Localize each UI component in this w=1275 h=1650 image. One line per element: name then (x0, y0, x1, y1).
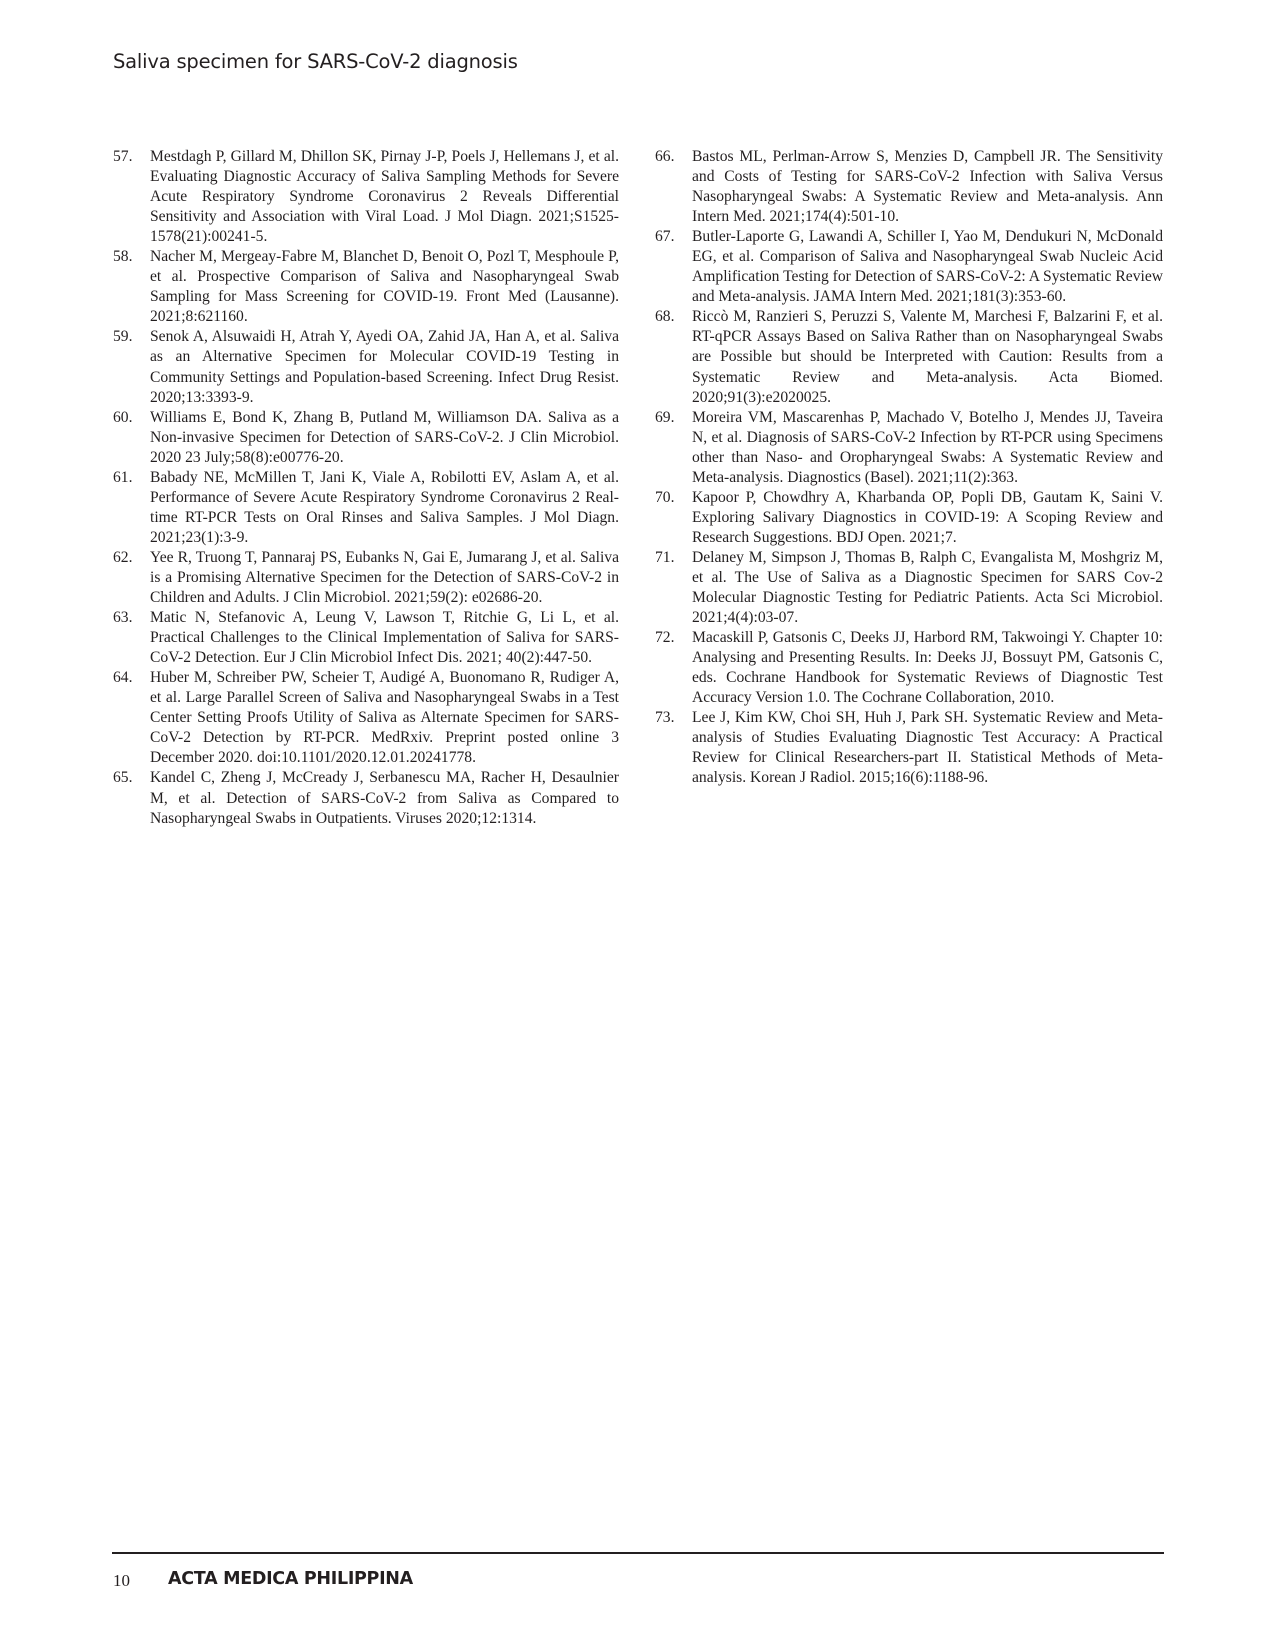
reference-text: Riccò M, Ranzieri S, Peruzzi S, Valente M, Marchesi F, Balzarini F, et al. RT-qPCR Assays Based on Saliva Rather than on Nasopharyngeal Swabs are Possible but should be Interpreted with Caution: Results from a Systematic Review and Meta-analysis. Acta Biomed. 2020;91(3):e2020025. (692, 308, 1163, 406)
reference-text: Mestdagh P, Gillard M, Dhillon SK, Pirnay J-P, Poels J, Hellemans J, et al. Evaluating Diagnostic Accuracy of Saliva Sampling Methods for Severe Acute Respiratory Syndrome Coronavirus 2 Reveals Differential Sensitivity and Association with Viral Load. J Mol Diagn. 2021;S1525-1578(21):00241-5. (150, 148, 619, 246)
reference-item (113, 408, 619, 468)
reference-item (655, 408, 1163, 488)
reference-number: 65. (113, 769, 133, 787)
reference-item (655, 307, 1163, 407)
reference-number: 61. (113, 468, 133, 486)
reference-item (655, 488, 1163, 548)
reference-item (655, 628, 1163, 708)
references-column-left (113, 147, 619, 829)
reference-item (113, 327, 619, 407)
reference-item (655, 548, 1163, 628)
reference-item (655, 227, 1163, 307)
reference-text: Williams E, Bond K, Zhang B, Putland M, Williamson DA. Saliva as a Non-invasive Specimen for Detection of SARS-CoV-2. J Clin Microbiol. 2020 23 July;58(8):e00776-20. (150, 408, 619, 466)
reference-number: 67. (655, 228, 675, 246)
reference-number: 72. (655, 629, 675, 647)
reference-number: 60. (113, 408, 133, 426)
reference-item (113, 247, 619, 327)
reference-item (655, 708, 1163, 788)
page-number: 10 (113, 1571, 130, 1590)
reference-text: Butler-Laporte G, Lawandi A, Schiller I, Yao M, Dendukuri N, McDonald EG, et al. Comparison of Saliva and Nasopharyngeal Swab Nucleic Acid Amplification Testing for Detection of SARS-CoV-2: A Systematic Review and Meta-analysis. JAMA Intern Med. 2021;181(3):353-60. (692, 228, 1164, 306)
reference-text: Senok A, Alsuwaidi H, Atrah Y, Ayedi OA, Zahid JA, Han A, et al. Saliva as an Alternative Specimen for Molecular COVID-19 Testing in Community Settings and Population-based Screening. Infect Drug Resist. 2020;13:3393-9. (150, 328, 619, 406)
reference-number: 57. (113, 148, 133, 165)
reference-text: Macaskill P, Gatsonis C, Deeks JJ, Harbord RM, Takwoingi Y. Chapter 10: Analysing and Presenting Results. In: Deeks JJ, Bossuyt PM, Gatsonis C, eds. Cochrane Handbook for Systematic Reviews of Diagnostic Test Accuracy Version 1.0. The Cochrane Collaboration, 2010. (692, 629, 1163, 707)
reference-text: Kandel C, Zheng J, McCready J, Serbanescu MA, Racher H, Desaulnier M, et al. Detection of SARS-CoV-2 from Saliva as Compared to Nasopharyngeal Swabs in Outpatients. Viruses 2020;12:1314. (150, 769, 619, 827)
running-title: Saliva specimen for SARS-CoV-2 diagnosis (113, 50, 518, 73)
reference-item (655, 147, 1163, 227)
reference-number: 59. (113, 328, 133, 346)
reference-number: 73. (655, 709, 675, 727)
reference-number: 62. (113, 548, 133, 566)
reference-text: Delaney M, Simpson J, Thomas B, Ralph C, Evangalista M, Moshgriz M, et al. The Use of Saliva as a Diagnostic Specimen for SARS Cov-2 Molecular Diagnostic Testing for Pediatric Patients. Acta Sci Microbiol. 2021;4(4):03-07. (692, 548, 1163, 627)
footer-divider (112, 1552, 1164, 1554)
reference-number: 58. (113, 248, 133, 266)
reference-text: Kapoor P, Chowdhry A, Kharbanda OP, Popli DB, Gautam K, Saini V. Exploring Salivary Diagnostics in COVID-19: A Scoping Review and Research Suggestions. BDJ Open. 2021;7. (692, 488, 1163, 546)
reference-item (113, 147, 619, 247)
reference-text: Babady NE, McMillen T, Jani K, Viale A, Robilotti EV, Aslam A, et al. Performance of Severe Acute Respiratory Syndrome Coronavirus 2 Real-time RT-PCR Tests on Oral Rinses and Saliva Samples. J Mol Diagn. 2021;23(1):3-9. (150, 468, 619, 546)
reference-text: Matic N, Stefanovic A, Leung V, Lawson T, Ritchie G, Li L, et al. Practical Challenges to the Clinical Implementation of Saliva for SARS-CoV-2 Detection. Eur J Clin Microbiol Infect Dis. 2021; 40(2):447-50. (150, 609, 619, 667)
reference-number: 71. (655, 548, 675, 566)
reference-number: 70. (655, 488, 675, 506)
reference-number: 63. (113, 609, 133, 627)
reference-number: 68. (655, 308, 675, 326)
reference-text: Huber M, Schreiber PW, Scheier T, Audigé A, Buonomano R, Rudiger A, et al. Large Parallel Screen of Saliva and Nasopharyngeal Swabs in a Test Center Setting Proofs Utility of Saliva as Alternate Specimen for SARS-CoV-2 Detection by RT-PCR. MedRxiv. Preprint posted online 3 December 2020. doi:10.1101/2020.12.01.20241778. (150, 669, 619, 767)
journal-name: ACTA MEDICA PHILIPPINA (168, 1569, 413, 1589)
reference-item (113, 608, 619, 668)
reference-item (113, 468, 619, 548)
reference-item (113, 768, 619, 828)
reference-text: Nacher M, Mergeay-Fabre M, Blanchet D, Benoit O, Pozl T, Mesphoule P, et al. Prospective Comparison of Saliva and Nasopharyngeal Swab Sampling for Mass Screening for COVID-19. Front Med (Lausanne). 2021;8:621160. (150, 248, 619, 326)
references-column-right (655, 147, 1163, 789)
reference-text: Moreira VM, Mascarenhas P, Machado V, Botelho J, Mendes JJ, Taveira N, et al. Diagnosis of SARS-CoV-2 Infection by RT-PCR using Specimens other than Naso- and Oropharyngeal Swabs: A Systematic Review and Meta-analysis. Diagnostics (Basel). 2021;11(2):363. (692, 408, 1163, 486)
reference-number: 64. (113, 669, 133, 687)
reference-item (113, 548, 619, 608)
reference-text: Lee J, Kim KW, Choi SH, Huh J, Park SH. Systematic Review and Meta-analysis of Studies Evaluating Diagnostic Test Accuracy: A Practical Review for Clinical Researchers-part II. Statistical Methods of Meta-analysis. Korean J Radiol. 2015;16(6):1188-96. (692, 709, 1163, 787)
reference-item (113, 668, 619, 768)
reference-number: 69. (655, 408, 675, 426)
reference-text: Bastos ML, Perlman-Arrow S, Menzies D, Campbell JR. The Sensitivity and Costs of Testing for SARS-CoV-2 Infection with Saliva Versus Nasopharyngeal Swabs: A Systematic Review and Meta-analysis. Ann Intern Med. 2021;174(4):501-10. (692, 148, 1163, 226)
reference-text: Yee R, Truong T, Pannaraj PS, Eubanks N, Gai E, Jumarang J, et al. Saliva is a Promising Alternative Specimen for the Detection of SARS-CoV-2 in Children and Adults. J Clin Microbiol. 2021;59(2): e02686-20. (150, 548, 619, 607)
reference-number: 66. (655, 148, 675, 165)
